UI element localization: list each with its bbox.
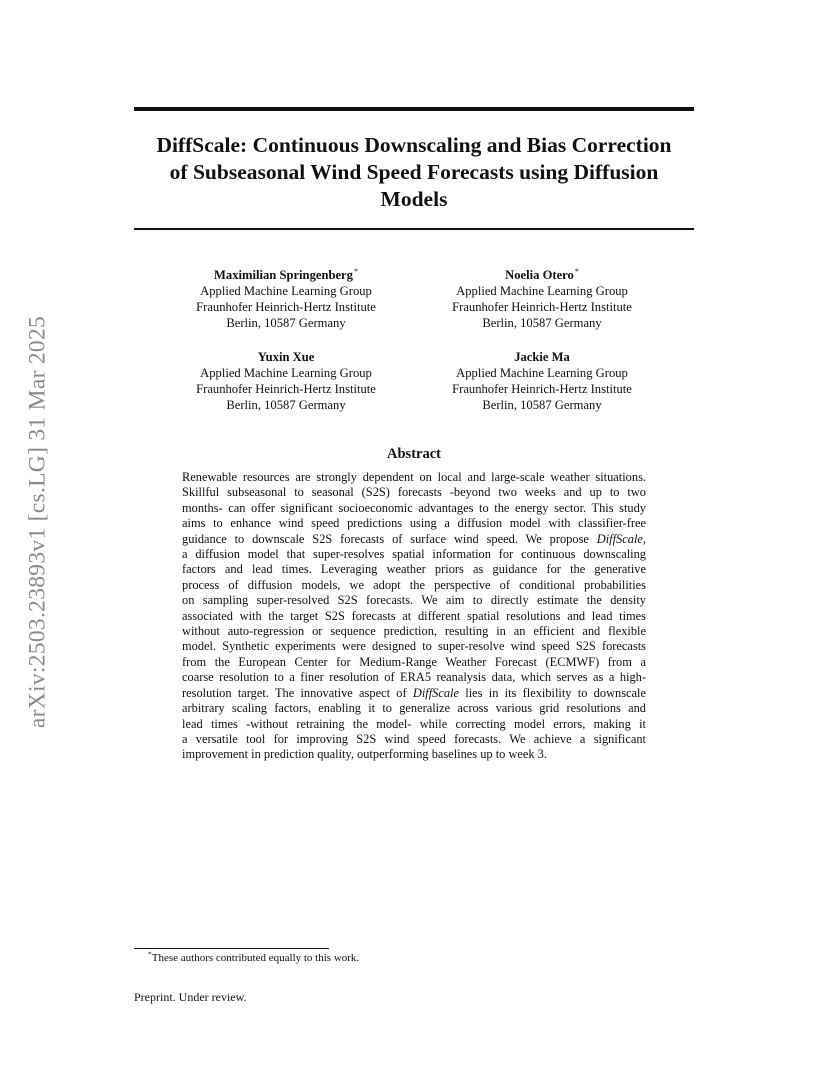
author-name: Noelia Otero* [505, 266, 579, 282]
title-line: of Subseasonal Wind Speed Forecasts using Diffusion [169, 160, 659, 184]
abstract-line: coarse resolution to a finer resolution of ERA5 reanalysis data, which serves as a high- [182, 670, 646, 685]
author-group: Applied Machine Learning Group [456, 284, 628, 298]
abstract-line: Skillful subseasonal to seasonal (S2S) forecasts -beyond two weeks and up to two [182, 485, 646, 500]
abstract-line: arbitrary scaling factors, enabling it to generalize across various grid resolutions and [182, 701, 646, 716]
author-institute: Fraunhofer Heinrich-Hertz Institute [452, 300, 632, 314]
title-line: DiffScale: Continuous Downscaling and Bias Correction [156, 133, 672, 157]
author-city: Berlin, 10587 Germany [482, 316, 602, 330]
author-institute: Fraunhofer Heinrich-Hertz Institute [196, 300, 376, 314]
author-group: Applied Machine Learning Group [200, 284, 372, 298]
equal-contribution-mark: * [353, 266, 358, 276]
abstract-line: Renewable resources are strongly dependent on local and large-scale weather situations. [182, 470, 646, 484]
footnote-text: These authors contributed equally to this work. [151, 952, 360, 964]
footnote-rule [134, 948, 329, 949]
abstract-line: months- can offer significant socioeconomic advantages to the energy sector. This study [182, 500, 646, 515]
author-name: Jackie Ma [514, 350, 570, 364]
title-line: Models [380, 187, 448, 211]
preprint-notice: Preprint. Under review. [134, 990, 247, 1004]
abstract-line: lead times -without retraining the model- while correcting model errors, making it [182, 716, 646, 731]
abstract-line: on sampling super-resolved S2S forecasts. We aim to directly estimate the density [182, 593, 646, 608]
author-name: Maximilian Springenberg* [214, 266, 358, 282]
abstract-line: aims to enhance wind speed predictions using a diffusion model with classifier-free [182, 516, 646, 531]
abstract-line: factors and lead times. Leveraging weather priors as guidance for the generative [182, 562, 646, 577]
paper-title [134, 132, 694, 213]
equal-contribution-mark: * [574, 266, 579, 276]
abstract-line: guidance to downscale S2S forecasts of surface wind speed. We propose DiffScale, [182, 531, 646, 546]
method-name: DiffScale [596, 531, 643, 546]
footnote-mark: * [148, 949, 152, 959]
author-institute: Fraunhofer Heinrich-Hertz Institute [196, 382, 376, 396]
author-group: Applied Machine Learning Group [456, 366, 628, 380]
abstract-line: model. Synthetic experiments were designed to super-resolve wind speed S2S forecasts [182, 639, 646, 654]
author-block-springenberg [161, 267, 411, 331]
abstract-line: associated with the target S2S forecasts at different spatial resolutions and lead times [182, 608, 646, 623]
title-bottom-rule [134, 228, 694, 230]
author-institute: Fraunhofer Heinrich-Hertz Institute [452, 382, 632, 396]
author-block-xue [161, 349, 411, 413]
author-block-ma [417, 349, 667, 413]
abstract-body [182, 470, 646, 763]
author-city: Berlin, 10587 Germany [482, 398, 602, 412]
abstract-heading: Abstract [387, 446, 441, 462]
abstract-line: a diffusion model that super-resolves spatial information for continuous downscaling [182, 547, 646, 562]
author-block-otero [417, 267, 667, 331]
footnote [148, 949, 360, 964]
abstract-line: resolution target. The innovative aspect of DiffScale lies in its flexibility to downscale [182, 685, 646, 700]
abstract-line: a versatile tool for improving S2S wind speed forecasts. We achieve a significant [182, 731, 646, 746]
author-city: Berlin, 10587 Germany [226, 398, 346, 412]
abstract-line: from the European Center for Medium-Range Weather Forecast (ECMWF) from a [182, 654, 646, 669]
method-name: DiffScale [412, 685, 459, 700]
author-name: Yuxin Xue [257, 350, 315, 364]
abstract-line: improvement in prediction quality, outperforming baselines up to week 3. [182, 747, 547, 762]
author-group: Applied Machine Learning Group [200, 366, 372, 380]
abstract-line: process of diffusion models, we adopt the perspective of conditional probabilities [182, 577, 646, 592]
title-top-rule [134, 107, 694, 111]
author-city: Berlin, 10587 Germany [226, 316, 346, 330]
arxiv-identifier: arXiv:2503.23893v1 [cs.LG] 31 Mar 2025 [24, 315, 51, 729]
abstract-line: without auto-regression or sequence prediction, resulting in an efficient and flexible [182, 624, 646, 639]
